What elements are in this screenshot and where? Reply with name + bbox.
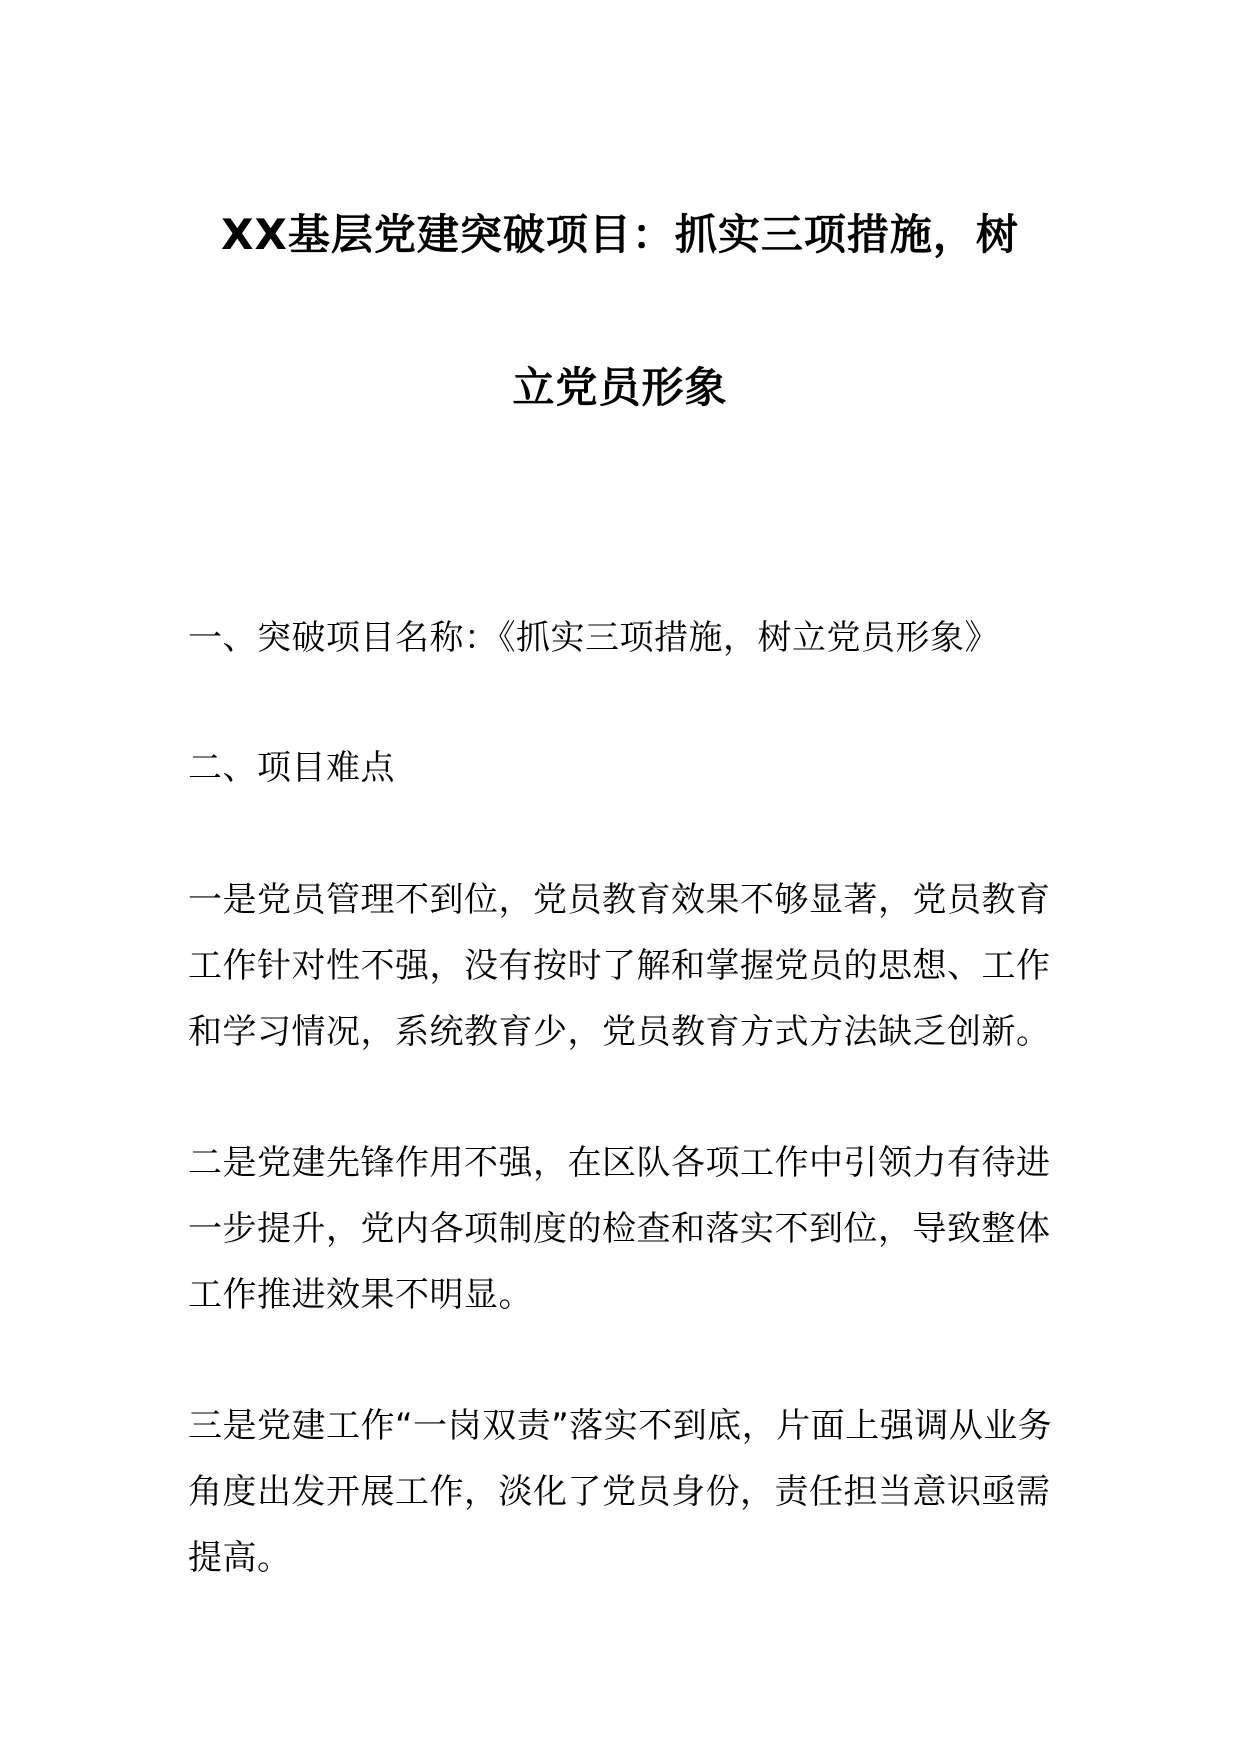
paragraph-difficulty-2: 二是党建先锋作用不强，在区队各项工作中引领力有待进一步提升，党内各项制度的检查和落实不到位，导致整体工作推进效果不明显。 <box>188 1143 1051 1315</box>
document-title-line-1: XX基层党建突破项目：抓实三项措施，树 <box>221 210 1019 259</box>
paragraph-difficulty-3: 三是党建工作“一岗双责”落实不到底，片面上强调从业务角度出发开展工作，淡化了党员身份，责任担当意识亟需提高。 <box>188 1406 1053 1578</box>
section-heading-difficulties: 二、项目难点 <box>188 748 395 788</box>
document-title-line-2: 立党员形象 <box>512 363 728 412</box>
section-heading-project-name: 一、突破项目名称：《抓实三项措施，树立党员形象》 <box>188 618 999 658</box>
paragraph-difficulty-1: 一是党员管理不到位，党员教育效果不够显著，党员教育工作针对性不强，没有按时了解和掌握党员的思想、工作和学习情况，系统教育少，党员教育方式方法缺乏创新。 <box>188 880 1051 1052</box>
